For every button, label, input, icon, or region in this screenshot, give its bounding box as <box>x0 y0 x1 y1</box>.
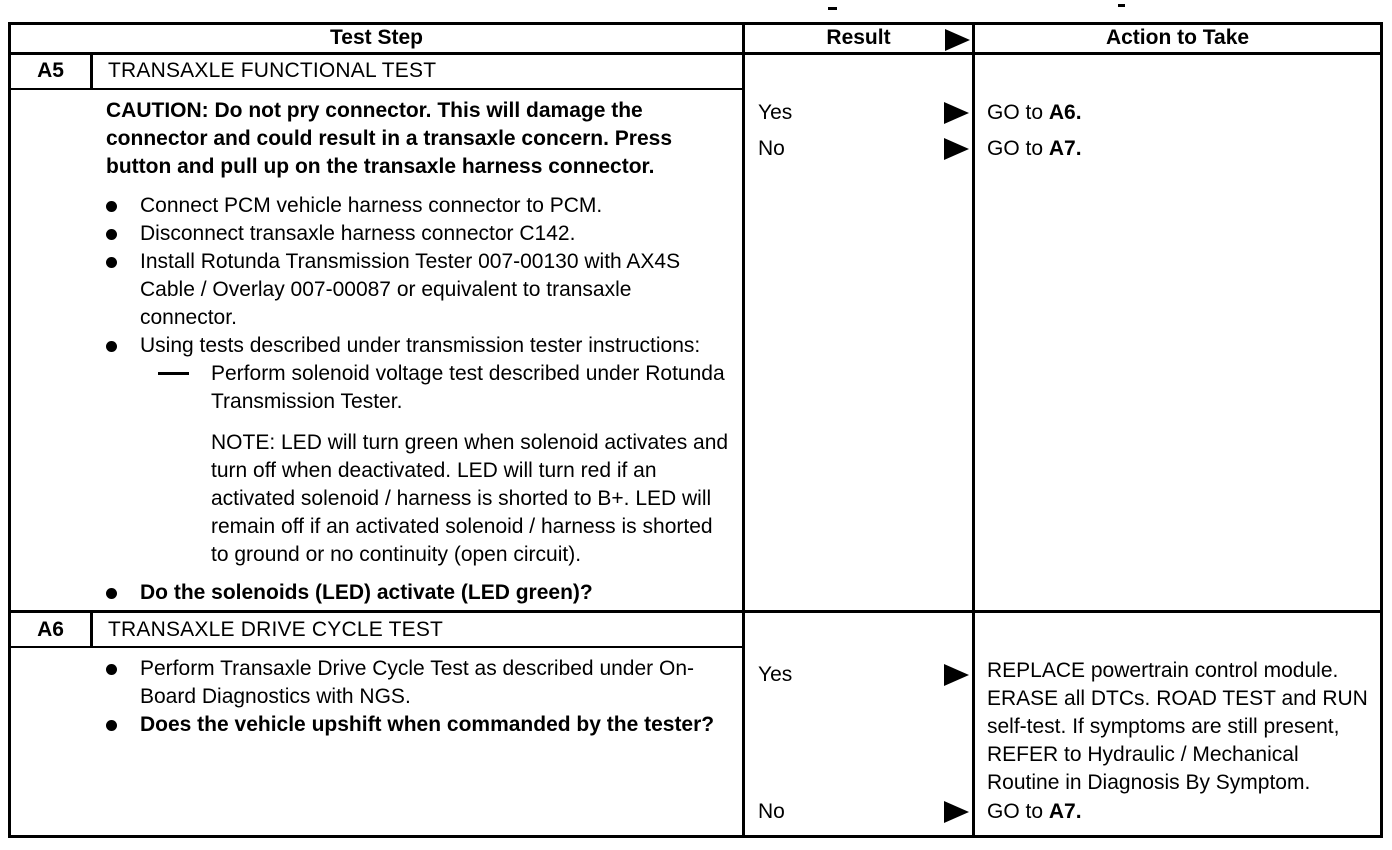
column-header-result <box>742 25 972 52</box>
result-arrow-icon <box>944 801 969 823</box>
action-row <box>987 95 1372 131</box>
action-text: GO to A6. <box>987 100 1082 124</box>
sub-list-item <box>106 360 732 416</box>
caution-text: CAUTION: Do not pry connector. This will damage the connector and could result in a transaxle concern. Press button and pull up on the transaxle harness connector. <box>106 98 673 178</box>
bullet-icon <box>106 711 140 739</box>
column-header-test-step: Test Step <box>330 26 423 50</box>
result-arrow-icon <box>944 102 969 124</box>
action-row <box>987 131 1372 167</box>
result-arrow-icon <box>944 664 969 686</box>
step-id: A6 <box>11 613 93 646</box>
result-header-label: Result <box>826 26 891 50</box>
result-arrow-icon <box>945 29 970 51</box>
bullet-text: Install Rotunda Transmission Tester 007-00130 with AX4S Cable / Overlay 007-00087 or equivalent to transaxle connector. <box>140 249 681 329</box>
test-step-section-a5 <box>11 55 1380 613</box>
a5-test-step-cell <box>11 55 742 610</box>
a5-step-body <box>11 90 742 607</box>
scan-artifact <box>828 7 837 10</box>
a6-title-row <box>11 613 742 648</box>
list-item <box>106 192 732 220</box>
action-text: GO to A7. <box>987 800 1082 823</box>
bullet-text: Connect PCM vehicle harness connector to PCM. <box>140 193 603 217</box>
result-row-yes <box>758 95 969 131</box>
a5-result-cell <box>742 55 972 610</box>
step-reference: A6. <box>1048 100 1082 124</box>
result-answer: Yes <box>758 100 793 124</box>
result-answer: Yes <box>758 663 793 686</box>
scan-artifact <box>1118 4 1125 7</box>
result-answer: No <box>758 800 785 823</box>
action-text: GO to A7. <box>987 136 1082 160</box>
result-row-no <box>758 797 969 827</box>
test-step-section-a6 <box>11 613 1380 835</box>
bullet-icon <box>106 655 140 711</box>
action-text: REPLACE powertrain control module. ERASE all DTCs. ROAD TEST and RUN self-test. If symptoms are still present, REFER to Hydraulic / Mechanical Routine in Diagnosis By Symptom. <box>987 659 1368 794</box>
question-item <box>106 711 732 739</box>
spacer <box>758 693 969 797</box>
a6-result-cell <box>742 613 972 835</box>
bullet-text: Disconnect transaxle harness connector C142. <box>140 221 576 245</box>
sub-bullet-text: Perform solenoid voltage test described under Rotunda Transmission Tester. <box>211 361 725 413</box>
step-reference: A7. <box>1048 800 1082 823</box>
result-row-yes <box>758 657 969 693</box>
a6-step-body <box>11 648 742 739</box>
list-item <box>106 220 732 248</box>
result-answer: No <box>758 136 785 160</box>
diagnostic-test-table <box>8 22 1383 838</box>
step-title: TRANSAXLE FUNCTIONAL TEST <box>108 59 437 83</box>
list-item <box>106 332 732 360</box>
action-row <box>987 797 1372 827</box>
a5-title-row <box>11 55 742 90</box>
bullet-icon <box>106 192 140 220</box>
list-item <box>106 248 732 332</box>
step-title: TRANSAXLE DRIVE CYCLE TEST <box>108 617 444 641</box>
bullet-icon <box>106 248 140 332</box>
question-item <box>106 579 732 607</box>
bullet-icon <box>106 332 140 360</box>
question-text: Do the solenoids (LED) activate (LED green)? <box>140 580 593 604</box>
result-row-no <box>758 131 969 167</box>
bullet-icon <box>106 220 140 248</box>
a5-action-cell <box>972 55 1380 610</box>
a6-test-step-cell <box>11 613 742 835</box>
bullet-text: Using tests described under transmission tester instructions: <box>140 333 701 357</box>
list-item <box>106 655 732 711</box>
table-header-row <box>11 25 1380 55</box>
bullet-icon <box>106 579 140 607</box>
note-text: NOTE: LED will turn green when solenoid activates and turn off when deactivated. LED will turn red if an activated solenoid / harness is shorted to B+. LED will remain off if an activated solenoid / harness is shorted to ground or no continuity (open circuit). <box>211 430 729 566</box>
step-reference: A7. <box>1048 136 1082 160</box>
a6-action-cell <box>972 613 1380 835</box>
question-text: Does the vehicle upshift when commanded by the tester? <box>140 713 715 736</box>
result-arrow-icon <box>944 138 969 160</box>
bullet-text: Perform Transaxle Drive Cycle Test as described under On-Board Diagnostics with NGS. <box>140 657 694 708</box>
dash-icon <box>158 360 211 416</box>
step-id: A5 <box>11 55 93 88</box>
column-header-action: Action to Take <box>972 25 1380 52</box>
